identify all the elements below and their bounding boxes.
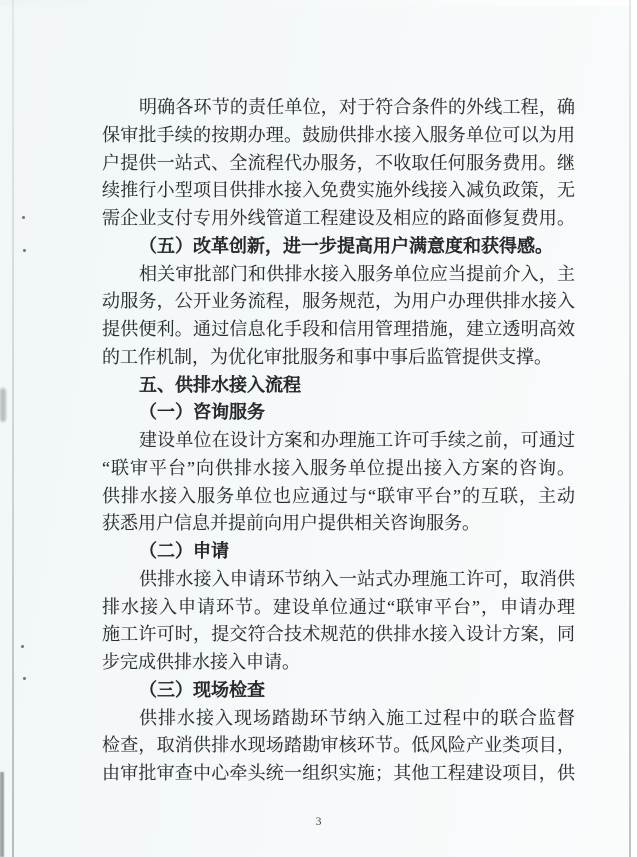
text-line: “联审平台”向供排水接入服务单位提出接入方案的咨询。	[102, 457, 575, 478]
text-line: 的工作机制，为优化审批服务和事中事后监管提供支撑。	[102, 346, 552, 367]
text-line: 获悉用户信息并提前向用户提供相关咨询服务。	[102, 513, 480, 534]
heading-line: 五、供排水接入流程	[139, 374, 301, 395]
ink-dot	[22, 216, 25, 219]
text-line: 供排水接入申请环节纳入一站式办理施工许可，取消供	[139, 568, 575, 589]
scan-left-edge-line	[12, 0, 14, 857]
scan-smudge-mid-left	[0, 388, 6, 422]
heading-line: （一）咨询服务	[139, 402, 265, 423]
page-number: 3	[315, 814, 322, 828]
text-line: 施工许可时，提交符合技术规范的供排水接入设计方案，同	[102, 624, 575, 645]
text-line: 供排水接入服务单位也应通过与“联审平台”的互联，主动	[102, 485, 575, 506]
text-line: 需企业支付专用外线管道工程建设及相应的路面修复费用。	[102, 208, 575, 228]
heading-line: （二）申请	[139, 541, 229, 561]
text-line: 户提供一站式、全流程代办服务，不收取任何服务费用。继	[102, 152, 575, 173]
scan-right-edge-line	[629, 0, 631, 857]
text-line: 检查，取消供排水现场踏勘审核环节。低风险产业类项目，	[102, 735, 575, 756]
text-line: 由审批审查中心牵头统一组织实施；其他工程建设项目，供	[102, 763, 575, 783]
ink-dot	[23, 677, 26, 680]
text-line: 相关审批部门和供排水接入服务单位应当提前介入，主	[139, 263, 575, 284]
scan-top-edge	[0, 0, 637, 6]
text-line: 供排水接入现场踏勘环节纳入施工过程中的联合监督	[139, 707, 575, 728]
ink-dot	[21, 645, 24, 648]
text-line: 步完成供排水接入申请。	[102, 652, 300, 672]
document-text-block	[102, 94, 575, 788]
text-line: 建设单位在设计方案和办理施工许可手续之前，可通过	[139, 430, 575, 450]
text-line: 提供便利。通过信息化手段和信用管理措施，建立透明高效	[102, 319, 575, 339]
text-line: 明确各环节的责任单位，对于符合条件的外线工程，确	[139, 97, 575, 117]
text-line: 续推行小型项目供排水接入免费实施外线接入减负政策，无	[102, 180, 575, 201]
text-line: 动服务，公开业务流程，服务规范，为用户办理供排水接入	[102, 291, 575, 312]
text-line: 保审批手续的按期办理。鼓励供排水接入服务单位可以为用	[102, 124, 575, 145]
heading-line: （五）改革创新，进一步提高用户满意度和获得感。	[139, 235, 553, 256]
heading-line: （三）现场检查	[139, 679, 265, 700]
text-line: 排水接入申请环节。建设单位通过“联审平台”，申请办理	[102, 596, 575, 617]
ink-dot	[23, 249, 26, 252]
scan-right-margin	[631, 0, 637, 857]
